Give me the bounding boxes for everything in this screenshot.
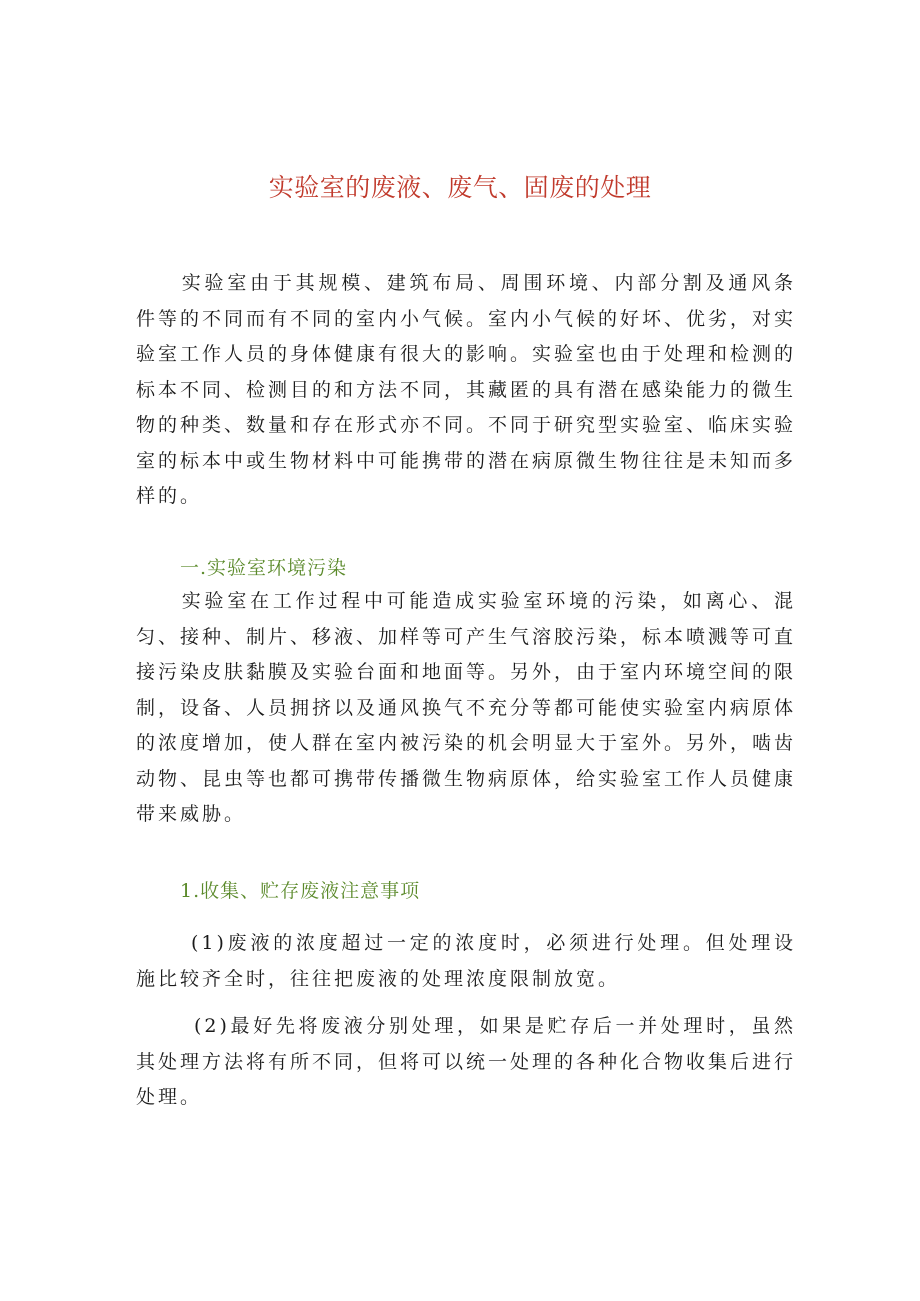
- paragraph-item-2: [136, 1009, 796, 1116]
- section-heading-waste-liquid: 1.收集、贮存废液注意事项: [180, 880, 421, 902]
- paragraph-item-2-text: (2)最好先将废液分别处理，如果是贮存后一并处理时，虽然其处理方法将有所不同，但将可以统一处理的各种化合物收集后进行处理。: [136, 1015, 797, 1108]
- paragraph-lab-pollution-text: 实验室在工作过程中可能造成实验室环境的污染，如离心、混匀、接种、制片、移液、加样等可产生气溶胶污染，标本喷溅等可直接污染皮肤黏膜及实验台面和地面等。另外，由于室内环境空间的限制，设备、人员拥挤以及通风换气不充分等都可能使实验室内病原体的浓度增加，使人群在室内被污染的机会明显大于室外。另外，啮齿动物、昆虫等也都可携带传播微生物病原体，给实验室工作人员健康带来威胁。: [136, 590, 797, 825]
- paragraph-intro-text: 实验室由于其规模、建筑布局、周围环境、内部分割及通风条件等的不同而有不同的室内小气候。室内小气候的好坏、优劣，对实验室工作人员的身体健康有很大的影响。实验室也由于处理和检测的标本不同、检测目的和方法不同，其藏匿的具有潜在感染能力的微生物的种类、数量和存在形式亦不同。不同于研究型实验室、临床实验室的标本中或生物材料中可能携带的潜在病原微生物往往是未知而多样的。: [136, 272, 797, 507]
- section-heading-lab-pollution: 一.实验室环境污染: [180, 557, 348, 579]
- paragraph-item-1: [136, 926, 796, 997]
- document-title: 实验室的废液、废气、固废的处理: [268, 173, 652, 202]
- paragraph-lab-pollution: [136, 584, 796, 833]
- paragraph-intro: [136, 266, 796, 515]
- paragraph-item-1-text: (1)废液的浓度超过一定的浓度时，必须进行处理。但处理设施比较齐全时，往往把废液的处理浓度限制放宽。: [136, 932, 796, 990]
